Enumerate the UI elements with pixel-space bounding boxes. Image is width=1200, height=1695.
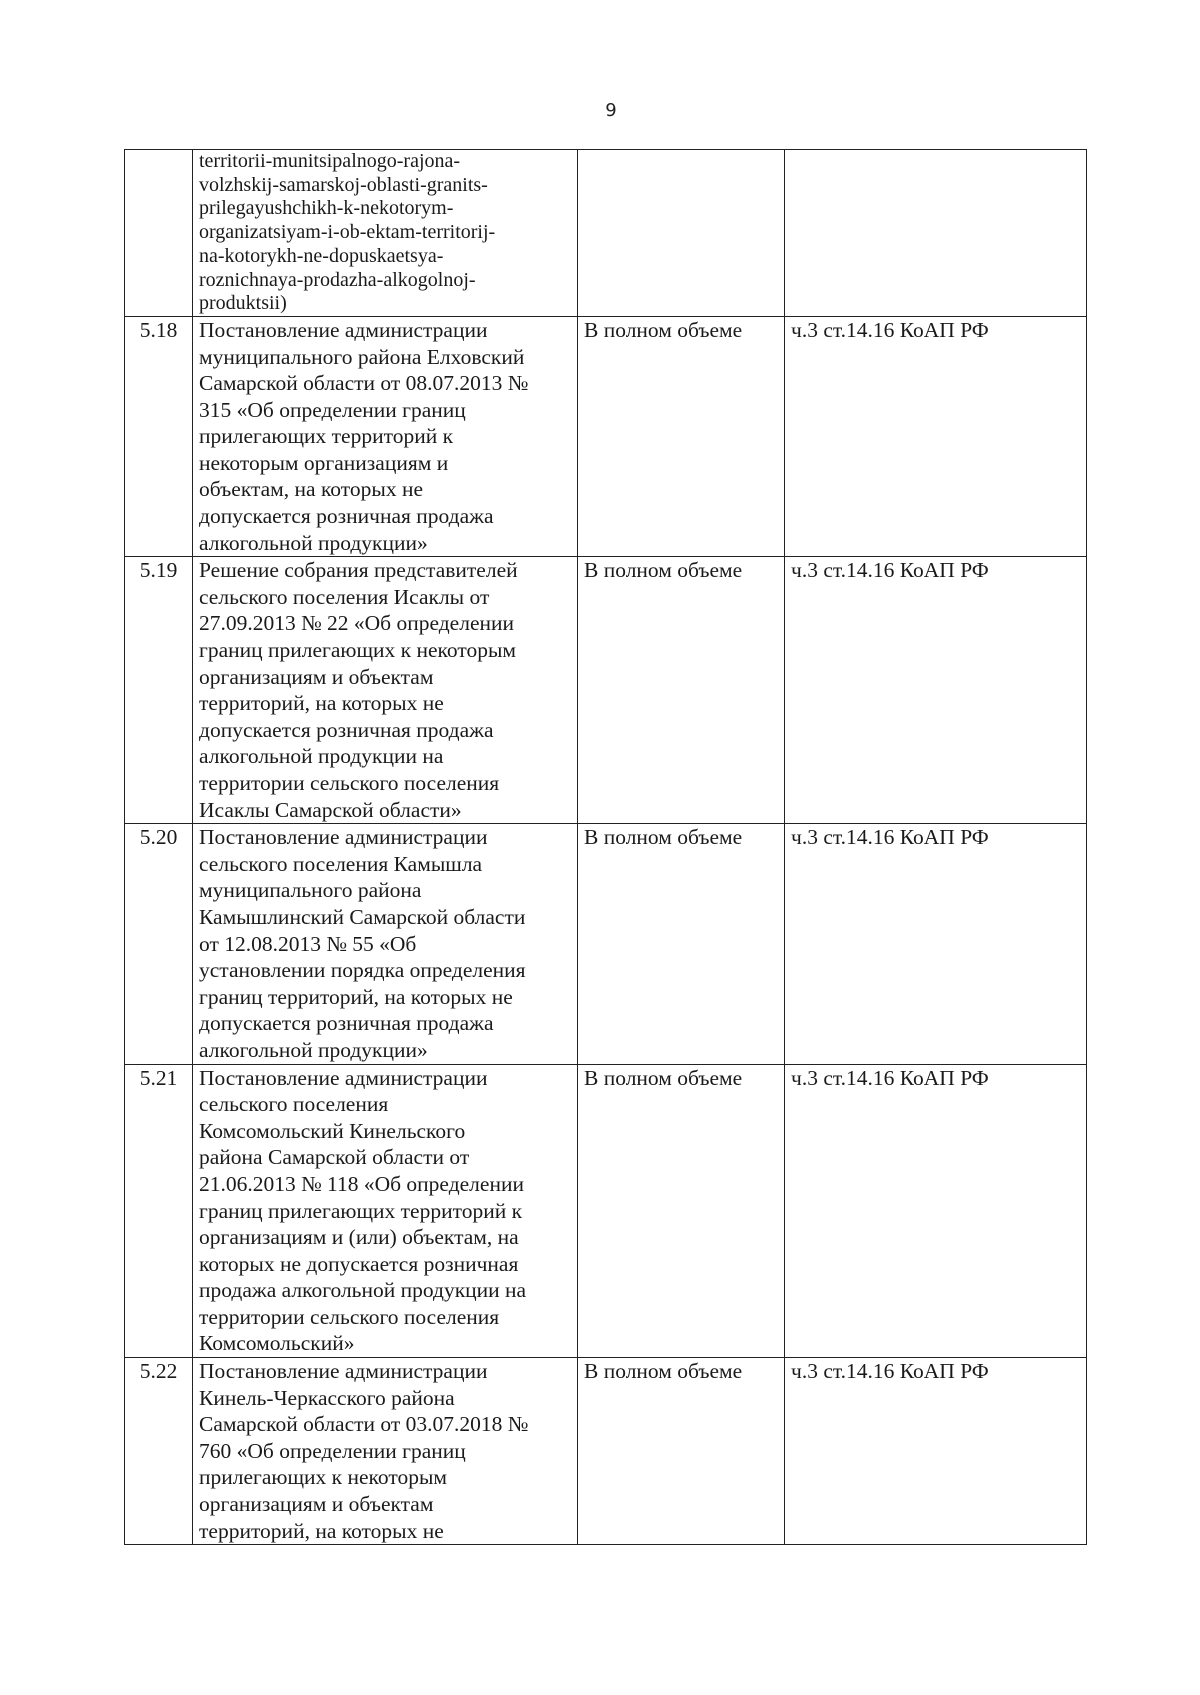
- page-number: 9: [605, 100, 617, 121]
- document-title-line: Постановление администрации: [199, 317, 488, 342]
- document-title-line: territorii-munitsipalnogo-rajona-: [199, 150, 461, 172]
- document-title-cell: [193, 824, 578, 1064]
- document-title-line: территории сельского поселения: [199, 771, 500, 796]
- document-title-line: границ прилегающих территорий к: [199, 1198, 523, 1223]
- document-title-line: допускается розничная продажа: [199, 504, 494, 529]
- document-title-line: муниципального района: [199, 878, 422, 903]
- document-title-line: алкогольной продукции»: [199, 530, 428, 555]
- document-title-cell: [193, 150, 578, 317]
- document-title-line: границ прилегающих к некоторым: [199, 638, 516, 663]
- document-title-line: алкогольной продукции на: [199, 744, 444, 769]
- document-title-line: сельского поселения Исаклы от: [199, 584, 490, 609]
- document-title-line: 21.06.2013 № 118 «Об определении: [199, 1171, 524, 1196]
- row-number: 5.21: [125, 1064, 193, 1358]
- document-title-line: volzhskij-samarskoj-oblasti-granits-: [199, 173, 488, 196]
- table-row: [125, 824, 1087, 1064]
- document-title-line: na-kotorykh-ne-dopuskaetsya-: [199, 244, 444, 267]
- document-title-line: допускается розничная продажа: [199, 1011, 494, 1036]
- row-number: 5.19: [125, 557, 193, 824]
- law-reference-cell: ч.3 ст.14.16 КоАП РФ: [785, 1064, 1087, 1358]
- document-title-line: организациям и объектам: [199, 1492, 434, 1517]
- document-title-line: допускается розничная продажа: [199, 717, 494, 742]
- document-title-line: которых не допускается розничная: [199, 1251, 519, 1276]
- document-title-line: Комсомольский Кинельского: [199, 1118, 466, 1143]
- document-title-line: прилегающих к некоторым: [199, 1465, 447, 1490]
- document-title-line: Кинель-Черкасского района: [199, 1385, 455, 1410]
- document-title-line: территорий, на которых не: [199, 691, 444, 716]
- document-title-line: Исаклы Самарской области»: [199, 797, 462, 822]
- document-title-line: 27.09.2013 № 22 «Об определении: [199, 611, 515, 636]
- document-title-cell: [193, 316, 578, 556]
- law-reference-cell: ч.3 ст.14.16 КоАП РФ: [785, 824, 1087, 1064]
- table-row: [125, 1358, 1087, 1545]
- document-title-line: Постановление администрации: [199, 1359, 488, 1384]
- document-title-line: Комсомольский»: [199, 1331, 355, 1356]
- scope-cell: В полном объеме: [578, 557, 785, 824]
- scope-cell: В полном объеме: [578, 1064, 785, 1358]
- document-title-line: района Самарской области от: [199, 1145, 470, 1170]
- document-title-line: prilegayushchikh-k-nekotorym-: [199, 197, 454, 220]
- scope-cell: В полном объеме: [578, 1358, 785, 1545]
- document-title-line: продажа алкогольной продукции на: [199, 1278, 527, 1303]
- document-title-line: прилегающих территорий к: [199, 424, 454, 449]
- document-title-line: Самарской области от 03.07.2018 №: [199, 1412, 529, 1437]
- document-title-line: Решение собрания представителей: [199, 558, 518, 583]
- scope-cell: [578, 150, 785, 317]
- document-title-line: 315 «Об определении границ: [199, 397, 466, 422]
- document-title-line: организациям и объектам: [199, 664, 434, 689]
- law-reference-cell: ч.3 ст.14.16 КоАП РФ: [785, 316, 1087, 556]
- document-title-line: Постановление администрации: [199, 1065, 488, 1090]
- table-row: [125, 1064, 1087, 1358]
- table-row: [125, 557, 1087, 824]
- document-title-line: организациям и (или) объектам, на: [199, 1225, 519, 1250]
- document-title-line: organizatsiyam-i-ob-ektam-territorij-: [199, 221, 496, 244]
- document-title-cell: [193, 1064, 578, 1358]
- law-reference-cell: ч.3 ст.14.16 КоАП РФ: [785, 1358, 1087, 1545]
- scope-cell: В полном объеме: [578, 824, 785, 1064]
- regulations-table: [124, 149, 1087, 1545]
- table-body: [125, 150, 1087, 1545]
- document-title-line: 760 «Об определении границ: [199, 1438, 466, 1463]
- table-row: [125, 316, 1087, 556]
- document-title-line: объектам, на которых не: [199, 477, 424, 502]
- document-title-line: roznichnaya-prodazha-alkogolnoj-: [199, 268, 476, 291]
- document-title-line: produktsii): [199, 292, 287, 315]
- row-number: 5.18: [125, 316, 193, 556]
- document-title-line: границ территорий, на которых не: [199, 984, 513, 1009]
- document-title-line: территории сельского поселения: [199, 1304, 500, 1329]
- document-title-line: Камышлинский Самарской области: [199, 904, 526, 929]
- document-title-line: Постановление администрации: [199, 825, 488, 850]
- row-number: [125, 150, 193, 317]
- scope-cell: В полном объеме: [578, 316, 785, 556]
- table-row: [125, 150, 1087, 317]
- document-title-line: муниципального района Елховский: [199, 344, 525, 369]
- law-reference-cell: [785, 150, 1087, 317]
- document-title-line: алкогольной продукции»: [199, 1037, 428, 1062]
- document-title-line: территорий, на которых не: [199, 1518, 444, 1543]
- document-title-line: установлении порядка определения: [199, 958, 526, 983]
- law-reference-cell: ч.3 ст.14.16 КоАП РФ: [785, 557, 1087, 824]
- document-title-line: Самарской области от 08.07.2013 №: [199, 371, 529, 396]
- document-title-line: сельского поселения Камышла: [199, 851, 483, 876]
- document-title-cell: [193, 1358, 578, 1545]
- document-title-cell: [193, 557, 578, 824]
- row-number: 5.20: [125, 824, 193, 1064]
- document-title-line: от 12.08.2013 № 55 «Об: [199, 931, 417, 956]
- document-title-line: некоторым организациям и: [199, 450, 449, 475]
- document-title-line: сельского поселения: [199, 1092, 389, 1117]
- row-number: 5.22: [125, 1358, 193, 1545]
